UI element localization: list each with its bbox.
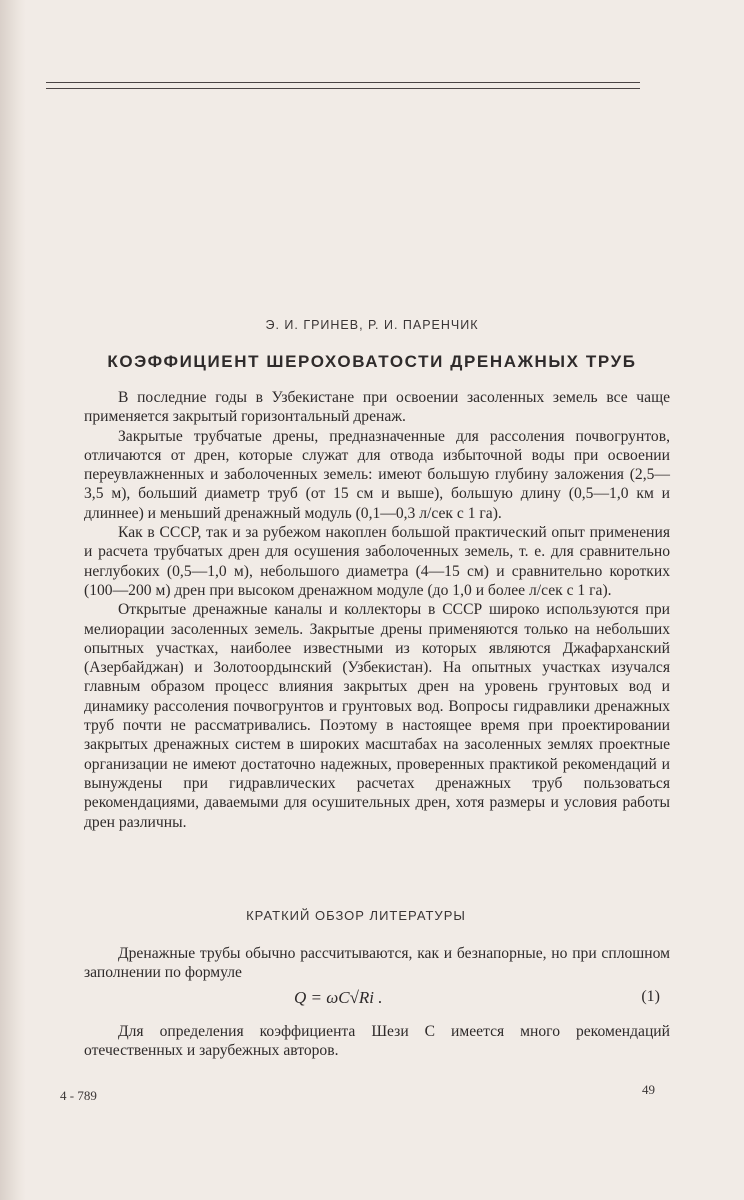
article-title: КОЭФФИЦИЕНТ ШЕРОХОВАТОСТИ ДРЕНАЖНЫХ ТРУБ <box>107 352 637 371</box>
section-intro <box>84 944 670 983</box>
paragraph-2: Закрытые трубчатые дрены, предназначенные для рассоления почвогрунтов, отличаются от дрен, которые служат для отвода избыточной воды при освоении переувлажненных и заболоченных земель: имеют большую глубину заложения (2,5—3,5 м), больший диаметр труб (от 15 см и выше), большую длину (0,5—1,0 км и длиннее) и меньший дренажный модуль (0,1—0,3 л/сек с 1 га). <box>84 427 670 522</box>
authors-line: Э. И. ГРИНЕВ, Р. И. ПАРЕНЧИК <box>265 318 479 332</box>
section-intro-text: Дренажные трубы обычно рассчитываются, как и безнапорные, но при сплошном заполнении по формуле <box>84 945 670 982</box>
section-after <box>84 1022 670 1061</box>
formula: Q = ωC√Ri . <box>294 988 383 1007</box>
paragraph-1: В последние годы в Узбекистане при освоении засоленных земель все чаще применяется закрытый горизонтальный дренаж. <box>84 389 670 426</box>
body-text <box>84 388 670 832</box>
section-after-text: Для определения коэффициента Шези C имеется много рекомендаций отечественных и зарубежных авторов. <box>84 1023 670 1060</box>
page-number: 49 <box>642 1082 655 1097</box>
paragraph-4: Открытые дренажные каналы и коллекторы в СССР широко используются при мелиорации засоленных земель. Закрытые дрены применяются только на небольших опытных участках, наиболее известными из которых являются Джафарханский (Азербайджан) и Золотоордынский (Узбекистан). На опытных участках изучался главным образом процесс влияния закрытых дрен на уровень грунтовых вод и динамику рассоления почвогрунтов и грунтовых вод. Вопросы гидравлики дренажных труб почти не рассматривались. Поэтому в настоящее время при проектировании закрытых дренажных систем в широких масштабах на засоленных землях проектные организации не имеют достаточно надежных, проверенных практикой рекомендаций и вынуждены при гидравлических расчетах дренажных труб пользоваться рекомендациями, даваемыми для осушительных дрен, хотя размеры и условия работы дрен различны. <box>84 601 670 831</box>
paragraph-3: Как в СССР, так и за рубежом накоплен большой практический опыт применения и расчета трубчатых дрен для осушения заболоченных земель, т. е. для сравнительно неглубоких (0,5—1,0 м), небольшого диаметра (4—15 см) и сравнительно коротких (100—200 м) дрен при высоком дренажном модуле (до 1,0 и более л/сек с 1 га). <box>84 524 670 599</box>
section-heading: КРАТКИЙ ОБЗОР ЛИТЕРАТУРЫ <box>246 908 466 923</box>
formula-number: (1) <box>641 988 660 1005</box>
printer-signature: 4 - 789 <box>60 1088 97 1103</box>
page-binding-shadow <box>0 0 26 1200</box>
top-double-rule <box>46 82 640 89</box>
formula-line <box>84 988 670 1012</box>
